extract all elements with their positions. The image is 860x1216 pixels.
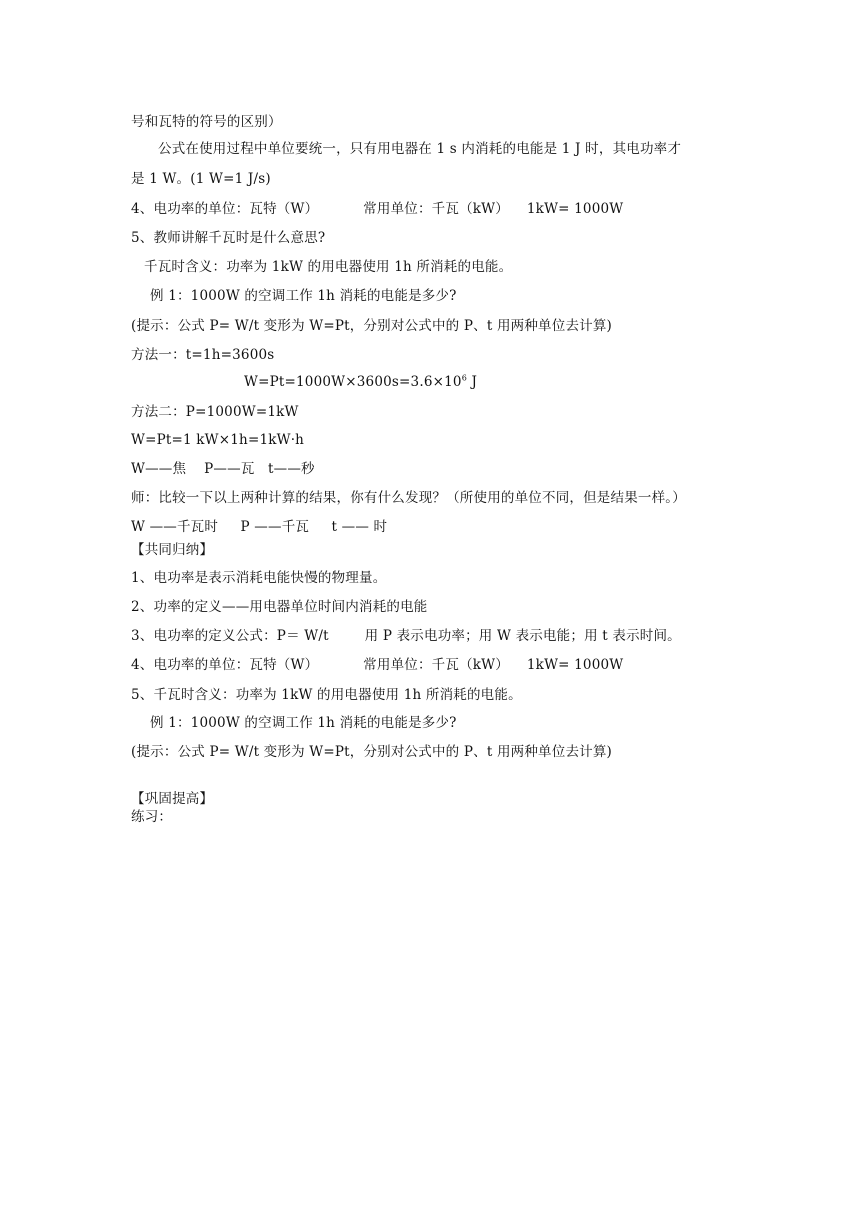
text-line: W=Pt=1 kW×1h=1kW·h: [131, 432, 305, 448]
text-line: (提示：公式 P= W/t 变形为 W=Pt，分别对公式中的 P、t 用两种单位去计算): [131, 318, 613, 334]
text-line: 例 1：1000W 的空调工作 1h 消耗的电能是多少?: [150, 715, 457, 731]
formula-line: [244, 373, 477, 391]
text-line: W——焦 P——瓦 t——秒: [131, 461, 315, 477]
text-line: 2、功率的定义——用电器单位时间内消耗的电能: [131, 599, 428, 615]
text-line: 千瓦时含义：功率为 1kW 的用电器使用 1h 所消耗的电能。: [144, 259, 513, 275]
text-line: 4、电功率的单位：瓦特（W） 常用单位：千瓦（kW） 1kW= 1000W: [131, 201, 624, 217]
text-line: 例 1：1000W 的空调工作 1h 消耗的电能是多少?: [150, 288, 457, 304]
text-line: 4、电功率的单位：瓦特（W） 常用单位：千瓦（kW） 1kW= 1000W: [131, 657, 624, 673]
text-line: 5、千瓦时含义：功率为 1kW 的用电器使用 1h 所消耗的电能。: [131, 687, 522, 703]
section-heading: 【共同归纳】: [131, 542, 214, 558]
unit-text: J: [467, 374, 478, 390]
text-line: (提示：公式 P= W/t 变形为 W=Pt，分别对公式中的 P、t 用两种单位去计算): [131, 744, 613, 760]
text-line: 5、教师讲解千瓦时是什么意思?: [131, 230, 326, 246]
text-line: 方法一：t=1h=3600s: [131, 347, 275, 363]
text-line: 公式在使用过程中单位要统一，只有用电器在 1 s 内消耗的电能是 1 J 时，其电功率才: [158, 141, 682, 157]
text-line: 师：比较一下以上两种计算的结果，你有什么发现？（所使用的单位不同，但是结果一样。）: [131, 490, 686, 506]
text-line: 练习：: [131, 809, 173, 825]
text-line: 号和瓦特的符号的区别）: [131, 114, 282, 130]
section-heading: 【巩固提高】: [131, 791, 214, 807]
text-line: 3、电功率的定义公式：P＝ W/t 用 P 表示电功率；用 W 表示电能；用 t 表示时间。: [131, 628, 681, 644]
text-line: 方法二：P=1000W=1kW: [131, 404, 299, 420]
formula-text: W=Pt=1000W×3600s=3.6×10: [244, 374, 462, 390]
text-line: 是 1 W。(1 W=1 J/s): [131, 171, 271, 187]
text-line: 1、电功率是表示消耗电能快慢的物理量。: [131, 570, 387, 586]
text-line: W ——千瓦时 P ——千瓦 t —— 时: [131, 519, 388, 535]
exponent: 6: [461, 373, 468, 383]
